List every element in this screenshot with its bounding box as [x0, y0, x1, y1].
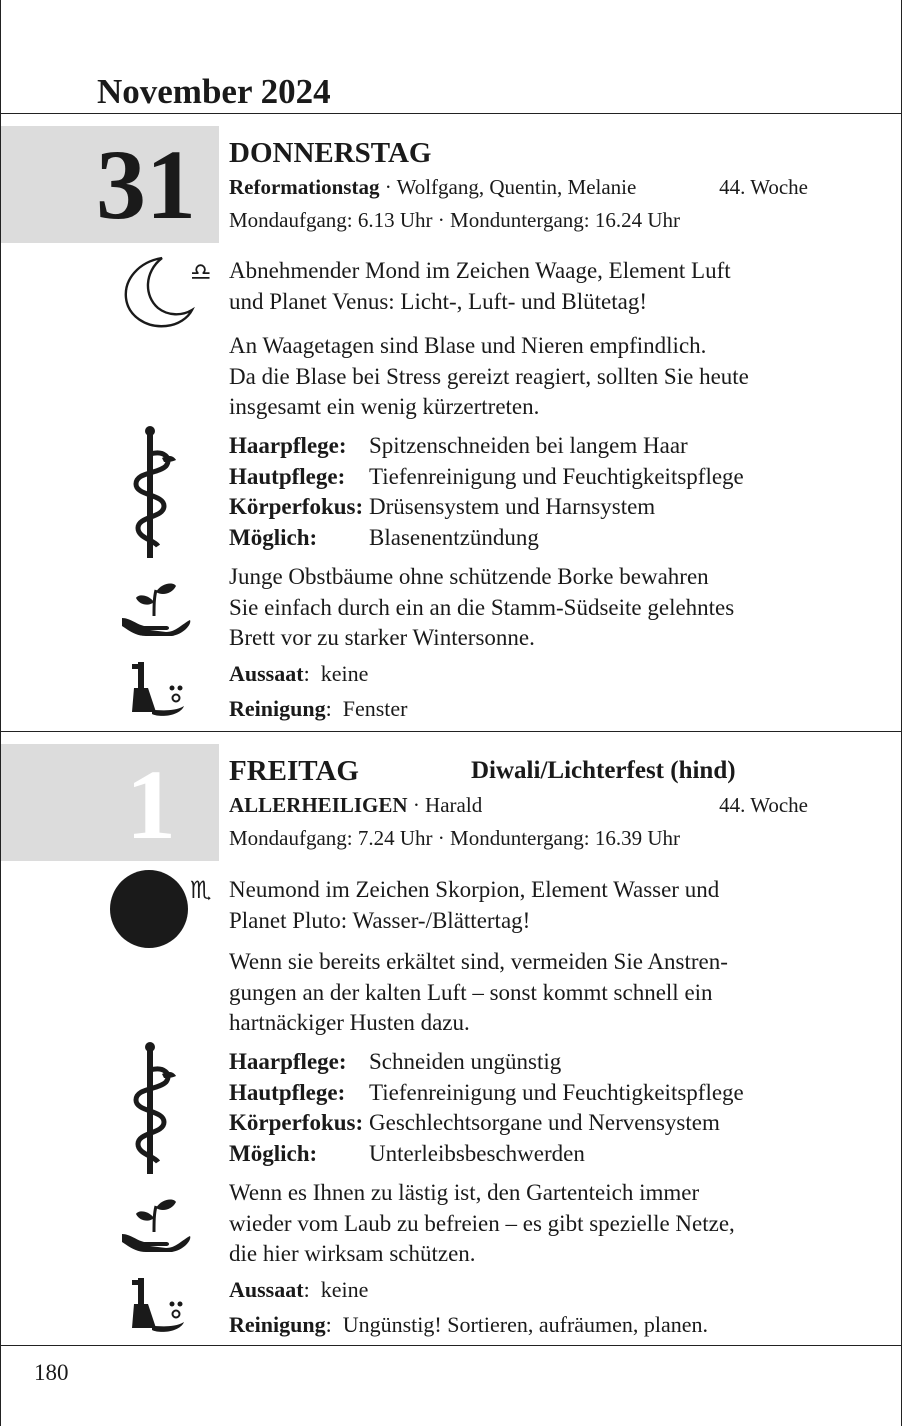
date-box	[1, 744, 219, 861]
care-value: Tiefenreinigung und Feuchtigkeitspflege	[369, 1079, 744, 1105]
text-line: die hier wirksam schützen.	[229, 1241, 476, 1266]
cleaning-label: Reinigung	[229, 1311, 326, 1337]
page-number: 180	[34, 1360, 69, 1385]
text-line: Abnehmender Mond im Zeichen Waage, Element Luft	[229, 258, 731, 283]
sowing-value: keine	[320, 1277, 369, 1302]
care-row	[229, 1047, 744, 1078]
moon-description	[229, 875, 829, 936]
new-moon-icon	[108, 868, 190, 950]
divider	[0, 1345, 902, 1346]
care-value: Tiefenreinigung und Feuchtigkeitspflege	[369, 463, 744, 489]
text-line: Sie einfach durch ein an die Stamm-Südseite gelehntes	[229, 594, 735, 620]
care-value: Blasenentzündung	[369, 524, 539, 550]
sowing-cleaning	[229, 1273, 708, 1342]
text-line: Wenn es Ihnen zu lästig ist, den Gartenteich immer	[229, 1180, 700, 1205]
care-label: Haarpflege:	[229, 433, 347, 458]
care-row	[229, 431, 744, 462]
day-number: 31	[96, 129, 196, 240]
libra-sign-icon: ♎	[190, 258, 212, 286]
name-days: · Harald	[407, 793, 483, 817]
week-number: 44. Woche	[719, 793, 808, 817]
sowing-cleaning	[229, 657, 407, 726]
care-table	[229, 431, 744, 553]
cleaning-row: Reinigung: Fenster	[229, 695, 408, 721]
cleaning-value: Fenster	[342, 695, 408, 721]
page-border-right	[901, 0, 902, 1426]
text-line: insgesamt ein wenig kürzertreten.	[229, 394, 540, 419]
moon-times: Mondaufgang: 7.24 Uhr · Monduntergang: 16.39 Uhr	[229, 826, 681, 850]
name-days: · Wolfgang, Quentin, Melanie	[379, 175, 637, 199]
text-line: und Planet Venus: Licht-, Luft- und Blütetag!	[229, 288, 647, 314]
text-line: An Waagetagen sind Blase und Nieren empfindlich.	[229, 333, 707, 358]
scorpio-sign-icon: ♏	[190, 876, 212, 904]
text-line: Wenn sie bereits erkältet sind, vermeiden Sie Anstren-	[229, 949, 728, 974]
care-label: Möglich:	[229, 1140, 318, 1166]
care-row	[229, 462, 744, 493]
care-label: Körperfokus:	[229, 1110, 364, 1135]
care-table	[229, 1047, 744, 1169]
garden-tip	[229, 1178, 829, 1270]
week-number: 44. Woche	[719, 175, 808, 199]
sowing-label: Aussaat	[229, 661, 304, 686]
cleaning-label: Reinigung	[229, 695, 326, 721]
sowing-row: Aussaat: keine	[229, 1277, 369, 1302]
text-line: Junge Obstbäume ohne schützende Borke bewahren	[229, 564, 709, 589]
broom-icon	[130, 660, 186, 718]
broom-icon	[130, 1276, 186, 1334]
caduceus-icon	[124, 1040, 178, 1178]
plant-in-hand-icon	[120, 580, 192, 638]
weekday: FREITAG	[229, 755, 359, 787]
text-line: Neumond im Zeichen Skorpion, Element Wasser und	[229, 877, 720, 902]
weekday: DONNERSTAG	[229, 137, 432, 169]
feast: ALLERHEILIGEN	[229, 793, 408, 817]
care-value: Geschlechtsorgane und Nervensystem	[369, 1110, 720, 1135]
day-number: 1	[126, 749, 176, 860]
care-value: Drüsensystem und Harnsystem	[369, 494, 656, 519]
text-line: Da die Blase bei Stress gereizt reagiert, sollten Sie heute	[229, 363, 749, 389]
care-value: Schneiden ungünstig	[369, 1049, 562, 1074]
care-label: Hautpflege:	[229, 1079, 346, 1105]
care-value: Unterleibsbeschwerden	[369, 1140, 585, 1166]
text-line: Planet Pluto: Wasser-/Blättertag!	[229, 907, 531, 933]
feast: Reformationstag	[229, 175, 380, 199]
text-line: wieder vom Laub zu befreien – es gibt spezielle Netze,	[229, 1210, 735, 1236]
divider	[0, 113, 902, 114]
health-note	[229, 947, 829, 1039]
care-row	[229, 1108, 744, 1139]
moon-description	[229, 256, 829, 317]
text-line: Brett vor zu starker Wintersonne.	[229, 625, 535, 650]
cleaning-value: Ungünstig! Sortieren, aufräumen, planen.	[342, 1311, 709, 1337]
moon-times: Mondaufgang: 6.13 Uhr · Monduntergang: 16.24 Uhr	[229, 208, 681, 232]
plant-in-hand-icon	[120, 1196, 192, 1254]
care-row	[229, 523, 744, 554]
health-note	[229, 331, 829, 423]
care-label: Haarpflege:	[229, 1049, 347, 1074]
care-label: Hautpflege:	[229, 463, 346, 489]
holiday: Diwali/Lichterfest (hind)	[471, 757, 736, 784]
feast-line	[229, 174, 636, 200]
text-line: gungen an der kalten Luft – sonst kommt schnell ein	[229, 979, 713, 1005]
sowing-row: Aussaat: keine	[229, 661, 369, 686]
feast-line	[229, 792, 482, 818]
care-row	[229, 1139, 744, 1170]
care-label: Körperfokus:	[229, 494, 364, 519]
sowing-label: Aussaat	[229, 1277, 304, 1302]
text-line: hartnäckiger Husten dazu.	[229, 1010, 470, 1035]
care-value: Spitzenschneiden bei langem Haar	[369, 433, 688, 458]
garden-tip	[229, 562, 829, 654]
divider	[0, 731, 902, 732]
sowing-value: keine	[320, 661, 369, 686]
crescent-moon-icon	[122, 254, 196, 330]
cleaning-row: Reinigung: Ungünstig! Sortieren, aufräumen, planen.	[229, 1311, 709, 1337]
page-title: November 2024	[97, 72, 331, 111]
care-row	[229, 1078, 744, 1109]
care-row	[229, 492, 744, 523]
care-label: Möglich:	[229, 524, 318, 550]
caduceus-icon	[124, 424, 178, 562]
